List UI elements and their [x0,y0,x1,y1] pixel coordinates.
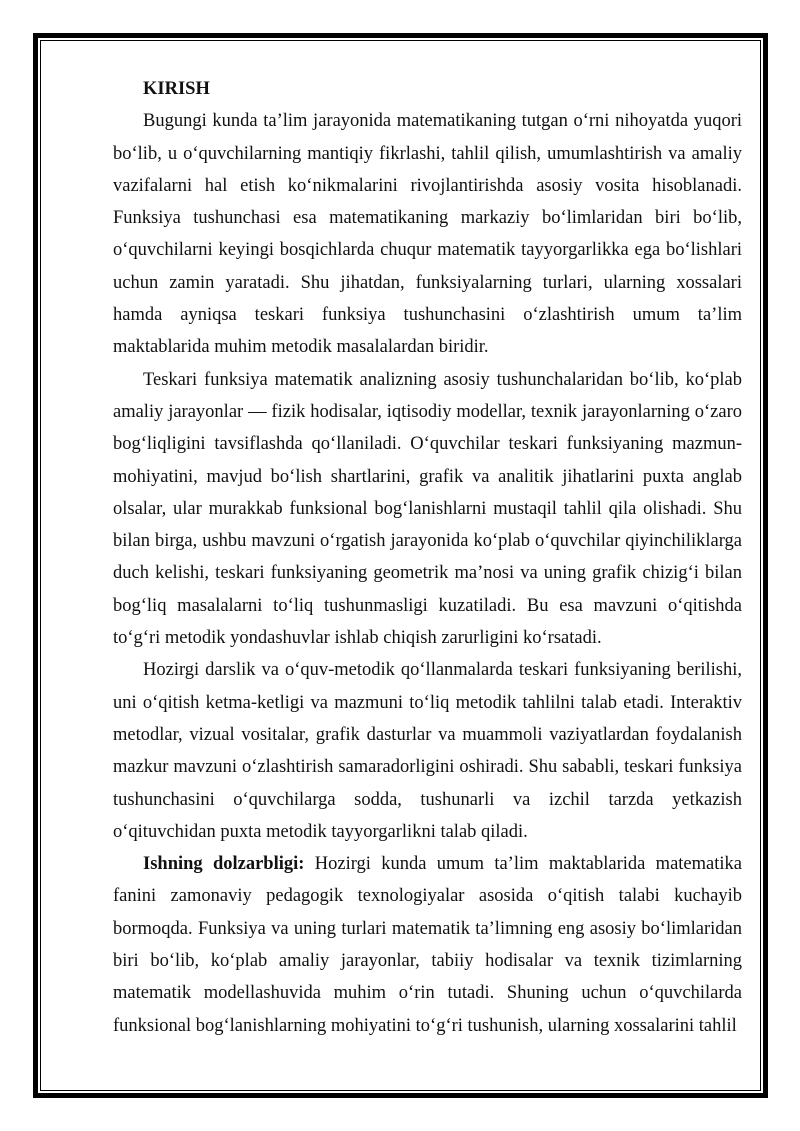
paragraph-text: Teskari funksiya matematik analizning asosiy tushunchalaridan bo‘lib, ko‘plab amaliy jarayonlar — fizik hodisalar, iqtisodiy modellar, texnik jarayonlarning o‘zaro bog‘liqligini tavsiflashda qo‘llaniladi. O‘quvchilar teskari funksiyaning mazmun-mohiyatini, mavjud bo‘lish shartlarini, grafik va analitik jihatlarini puxta anglab olsalar, ular murakkab funksional bog‘lanishlarni mustaqil tahlil qila olishadi. Shu bilan birga, ushbu mavzuni o‘rgatish jarayonida ko‘plab o‘quvchilar qiyinchiliklarga duch kelishi, teskari funksiyaning geometrik ma’nosi va uning grafik chizig‘i bilan bog‘liq masalalarni to‘liq tushunmasligi kuzatiladi. Bu esa mavzuni o‘qitishda to‘g‘ri metodik yondashuvlar ishlab chiqish zarurligini ko‘rsatadi. [113,369,742,649]
paragraph-text: Hozirgi darslik va o‘quv-metodik qo‘llanmalarda teskari funksiyaning berilishi, uni o‘qitish ketma-ketligi va mazmuni to‘liq metodik tahlilni talab etadi. Interaktiv metodlar, vizual vositalar, grafik dasturlar va muammoli vaziyatlardan foydalanish mazkur mavzuni o‘zlashtirish samaradorligini oshiradi. Shu sababli, teskari funksiya tushunchasini o‘quvchilarga sodda, tushunarli va izchil tarzda yetkazish o‘qituvchidan puxta metodik tayyorgarlikni talab qiladi. [113,660,742,842]
paragraph-text: Hozirgi kunda umum ta’lim maktablarida matematika fanini zamonaviy pedagogik texnologiyalar asosida o‘qitish talabi kuchayib bormoqda. Funksiya va uning turlari matematik ta’limning eng asosiy bo‘limlaridan biri bo‘lib, ko‘plab amaliy jarayonlar, tabiiy hodisalar va texnik tizimlarning matematik modellashuvida muhim o‘rin tutadi. Shuning uchun o‘quvchilarda funksional bog‘lanishlarning mohiyatini to‘g‘ri tushunish, ularning xossalarini tahlil [113,854,742,1036]
paragraph-2 [113,364,742,655]
paragraph-text: Bugungi kunda ta’lim jarayonida matematikaning tutgan o‘rni nihoyatda yuqori bo‘lib, u o‘quvchilarning mantiqiy fikrlashi, tahlil qilish, umumlashtirish va amaliy vazifalarni hal etish ko‘nikmalarini rivojlantirishda asosiy vosita hisoblanadi. Funksiya tushunchasi esa matematikaning markaziy bo‘limlaridan biri bo‘lib, o‘quvchilarni keyingi bosqichlarda chuqur matematik tayyorgarlikka ega bo‘lishlari uchun zamin yaratadi. Shu jihatdan, funksiyalarning turlari, ularning xossalari hamda ayniqsa teskari funksiya tushunchasini o‘zlashtirish umum ta’lim maktablarida muhim metodik masalalardan biridir. [113,111,742,358]
section-heading: KIRISH [143,79,210,99]
document-body [113,73,742,1042]
paragraph-lead-bold: Ishning dolzarbligi: [143,854,305,875]
paragraph-1 [113,105,742,363]
paragraph-3 [113,654,742,848]
paragraph-4 [113,848,742,1042]
